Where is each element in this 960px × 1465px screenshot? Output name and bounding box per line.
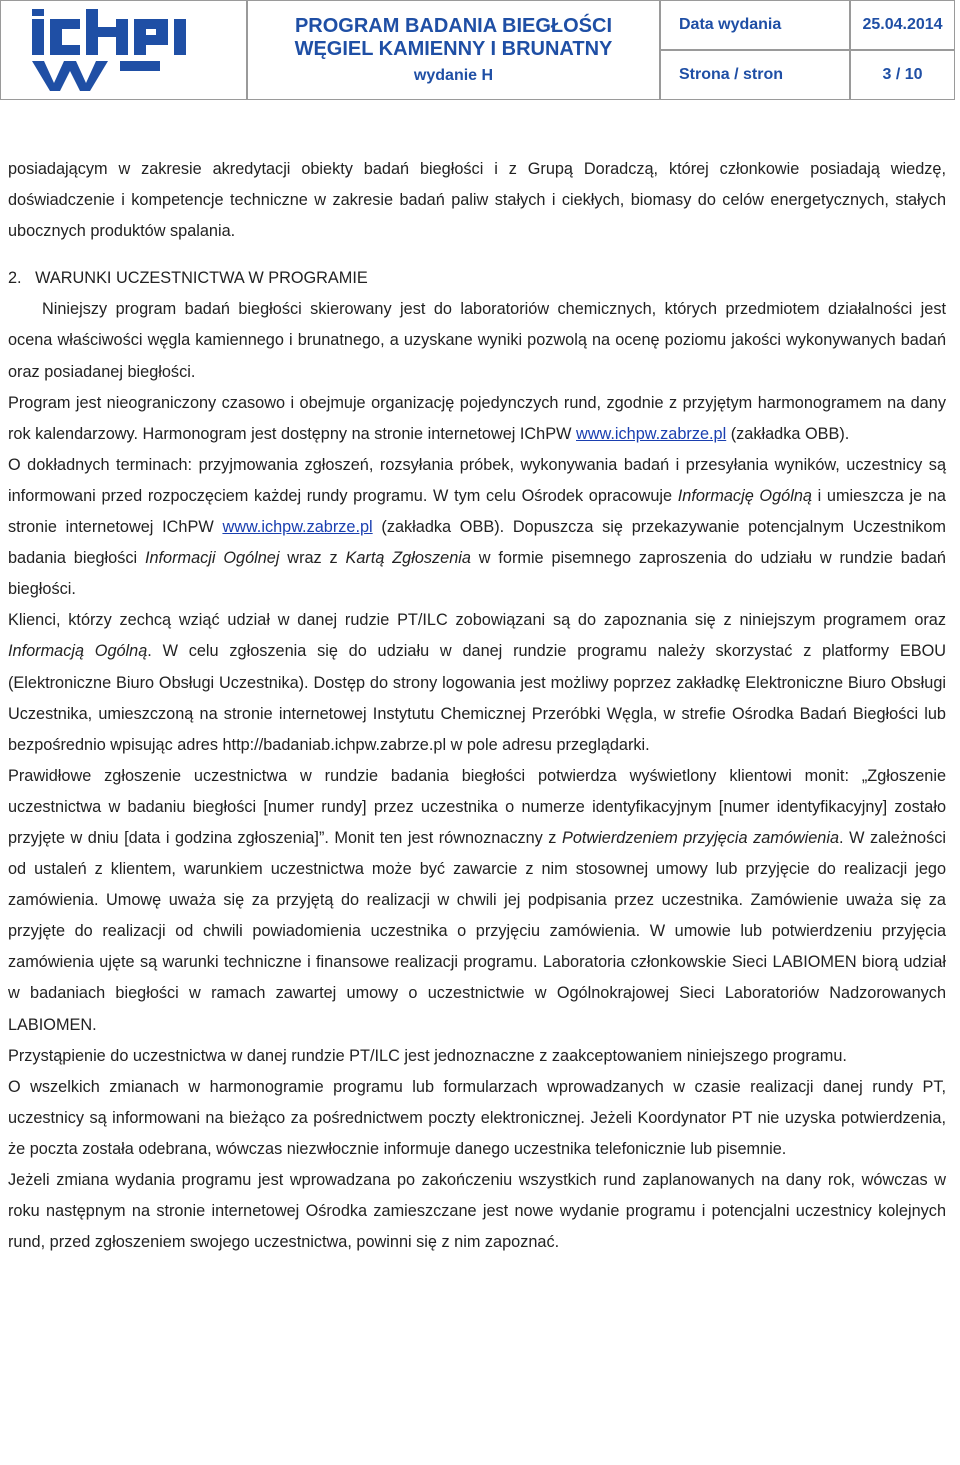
document-header (0, 0, 955, 100)
paragraph-8: O wszelkich zmianach w harmonogramie programu lub formularzach wprowadzanych w czasie realizacji danej rundy PT, uczestnicy są informowani na bieżąco za pośrednictwem poczty elektronicznej. Jeżeli Koordynator PT nie uzyska potwierdzenia, że poczta została odebrana, wówczas niezwłocznie informuje danego uczestnika telefonicznie lub pisemnie. (8, 1077, 946, 1158)
ichpw-logo (0, 0, 247, 100)
paragraph-1: posiadającym w zakresie akredytacji obiekty badań biegłości i z Grupą Doradczą, której członkowie posiadają wiedzę, doświadczenie i kompetencje techniczne w zakresie badań paliw stałych i ciekłych, biomasy do celów energetycznych, stałych ubocznych produktów spalania. (8, 160, 946, 241)
edition-label: wydanie H (413, 67, 494, 84)
paragraph-5: Klienci, którzy zechcą wziąć udział w danej rudzie PT/ILC zobowiązani są do zapoznania się z niniejszym programem oraz Informacją Ogólną. W celu zgłoszenia się do udziału w danej rundzie programu należy skorzystać z platformy EBOU (Elektroniczne Biuro Obsługi Uczestnika). Dostęp do strony logowania jest możliwy poprzez zakładkę Elektroniczne Biuro Obsługi Uczestnika, umieszczoną na stronie internetowej Instytutu Chemicznej Przeróbki Węgla, w strefie Ośrodka Badań Biegłości lub bezpośrednio wpisując adres http://badaniab.ichpw.zabrze.pl w pole adresu przeglądarki. (8, 611, 946, 754)
document-body (8, 154, 946, 1258)
paragraph-4: O dokładnych terminach: przyjmowania zgłoszeń, rozsyłania próbek, wykonywania badań i przesyłania wyników, uczestnicy są informowani przed rozpoczęciem każdej rundy programu. W tym celu Ośrodek opracowuje Informację Ogólną i umieszcza je na stronie internetowej IChPW www.ichpw.zabrze.pl (zakładka OBB). Dopuszcza się przekazywanie potencjalnym Uczestnikom badania biegłości Informacji Ogólnej wraz z Kartą Zgłoszenia w formie pisemnego zaproszenia do udziału w rundzie badań biegłości. (8, 455, 946, 599)
link-ichpw-1[interactable]: www.ichpw.zabrze.pl (576, 424, 727, 443)
paragraph-2: Niniejszy program badań biegłości skierowany jest do laboratoriów chemicznych, których przedmiotem działalności jest ocena właściwości węgla kamiennego i brunatnego, a uzyskane wyniki pozwolą na ocenę poziomu jakości wykonywanych badań oraz posiadanej biegłości. (8, 300, 946, 381)
title-line-2: WĘGIEL KAMIENNY I BRUNATNY (294, 38, 613, 60)
title-line-1: PROGRAM BADANIA BIEGŁOŚCI (294, 15, 613, 37)
section-title: WARUNKI UCZESTNICTWA W PROGRAMIE (35, 269, 368, 288)
date-label: Data wydania (660, 0, 850, 50)
page-value: 3 / 10 (850, 50, 955, 100)
page-label: Strona / stron (660, 50, 850, 100)
paragraph-3: Program jest nieograniczony czasowo i obejmuje organizację pojedynczych rund, zgodnie z przyjętym harmonogramem na dany rok kalendarzowy. Harmonogram jest dostępny na stronie internetowej IChPW www.ichpw.zabrze.pl (zakładka OBB). (8, 393, 946, 443)
ichpw-logo-icon (24, 9, 224, 91)
paragraph-6: Prawidłowe zgłoszenie uczestnictwa w rundzie badania biegłości potwierdza wyświetlony klientowi monit: „Zgłoszenie uczestnictwa w badaniu biegłości [numer rundy] przez uczestnika o numerze identyfikacyjnym [numer identyfikacyjny] zostało przyjęte w dniu [data i godzina zgłoszenia]”. Monit ten jest równoznaczny z Potwierdzeniem przyjęcia zamówienia. W zależności od ustaleń z klientem, warunkiem uczestnictwa może być zawarcie z nim stosownej umowy lub przyjęcie do realizacji jego zamówienia. Umowę uważa się za przyjętą do realizacji w chwili jej podpisania przez uczestnika. Zamówienie uważa się za przyjęte do realizacji od chwili powiadomienia uczestnika o przyjęciu zamówienia. W umowie lub potwierdzeniu przyjęcia zamówienia ujęte są warunki techniczne i finansowe realizacji programu. Laboratoria członkowskie Sieci LABIOMEN biorą udział w badaniach biegłości w ramach zawartej umowy o uczestnictwie w Ogólnokrajowej Sieci Laboratoriów Nadzorowanych LABIOMEN. (8, 766, 946, 1034)
section-number: 2. (8, 269, 22, 288)
program-title (247, 0, 660, 100)
paragraph-7: Przystąpienie do uczestnictwa w danej rundzie PT/ILC jest jednoznaczne z zaakceptowaniem niniejszego programu. (8, 1046, 847, 1065)
link-ichpw-2[interactable]: www.ichpw.zabrze.pl (222, 518, 373, 537)
section-heading (8, 263, 946, 294)
paragraph-9: Jeżeli zmiana wydania programu jest wprowadzana po zakończeniu wszystkich rund zaplanowanych na dany rok, wówczas w roku następnym na stronie internetowej Ośrodka zamieszczane jest nowe wydanie programu i potencjalni uczestnicy kolejnych rund, przed zgłoszeniem swojego uczestnictwa, powinni się z nim zapoznać. (8, 1171, 946, 1252)
date-value: 25.04.2014 (850, 0, 955, 50)
